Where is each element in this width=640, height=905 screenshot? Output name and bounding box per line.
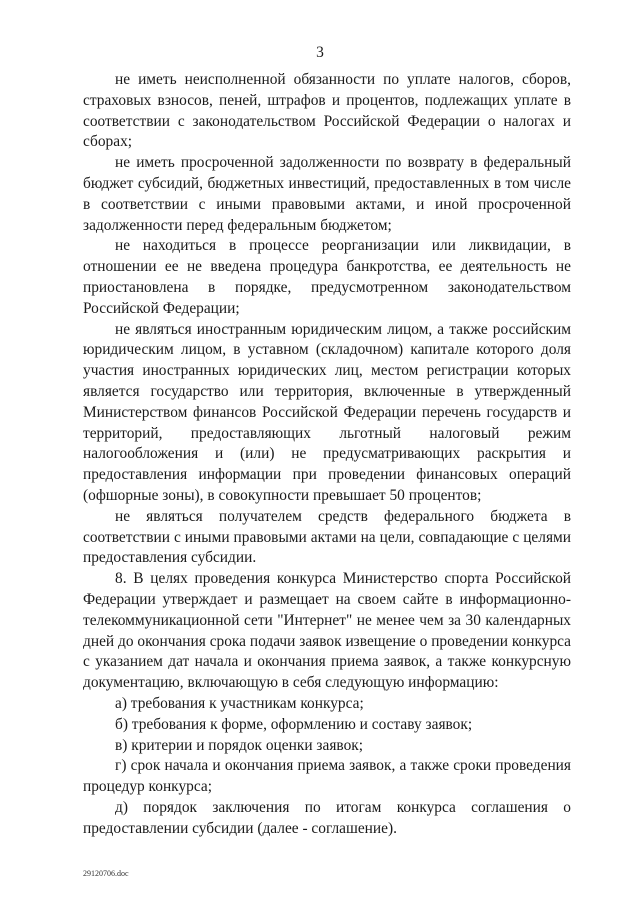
list-item-v: в) критерии и порядок оценки заявок; [115, 736, 364, 754]
paragraph-foreign-entity: не являться иностранным юридическим лицом, а также российским юридическим лицом, в уставном (складочном) капитале которого доля участия иностранных юридических лиц, местом регистрации которых является государство или территория, включенные в утвержденный Министерством финансов Российской Федерации перечень государств и территорий, предоставляющих льготный налоговый режим налогообложения и (или) не предусматривающих раскрытия и предоставления информации при проведении финансовых операций (офшорные зоны), в совокупности превышает 50 процентов; [83, 320, 571, 504]
page-number: 3 [316, 44, 324, 61]
list-item-d: д) порядок заключения по итогам конкурса соглашения о предоставлении субсидии (далее - соглашение). [83, 798, 571, 837]
paragraph-reorganization: не находиться в процессе реорганизации или ликвидации, в отношении ее не введена процедура банкротства, ее деятельность не приостановлена в порядке, предусмотренном законодательством Российской Федерации; [83, 237, 571, 317]
paragraph-overdue-debt: не иметь просроченной задолженности по возврату в федеральный бюджет субсидий, бюджетных инвестиций, предоставленных в том числе в соответствии с иными правовыми актами, и иной просроченной задолженности перед федеральным бюджетом; [83, 154, 571, 234]
paragraph-budget-recipient: не являться получателем средств федерального бюджета в соответствии с иными правовыми актами на цели, совпадающие с целями предоставления субсидии. [83, 507, 571, 567]
paragraph-tax-obligations: не иметь неисполненной обязанности по уплате налогов, сборов, страховых взносов, пеней, штрафов и процентов, подлежащих уплате в соответствии с законодательством Российской Федерации о налогах и сборах; [83, 71, 571, 151]
footer-document-code: 29120706.doc [83, 869, 129, 878]
list-item-a: а) требования к участникам конкурса; [115, 694, 364, 712]
list-item-g: г) срок начала и окончания приема заявок, а также сроки проведения процедур конкурса; [83, 757, 571, 796]
paragraph-item-8: 8. В целях проведения конкурса Министерство спорта Российской Федерации утверждает и размещает на своем сайте в информационно-телекоммуникационной сети "Интернет" не менее чем за 30 календарных дней до окончания срока подачи заявок извещение о проведении конкурса с указанием дат начала и окончания приема заявок, а также конкурсную документацию, включающую в себя следующую информацию: [83, 570, 571, 692]
document-body [83, 70, 571, 839]
list-item-b: б) требования к форме, оформлению и составу заявок; [115, 715, 473, 733]
